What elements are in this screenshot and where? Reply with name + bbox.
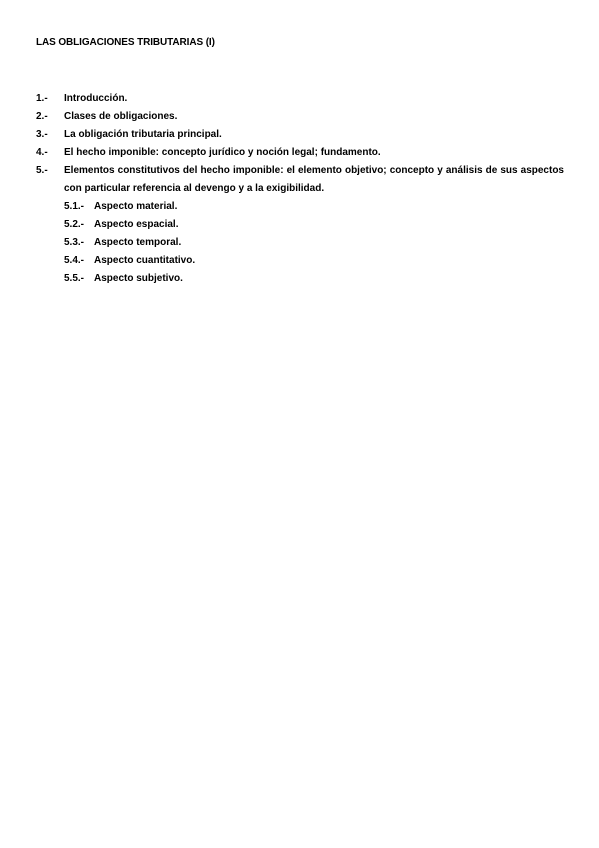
toc-subitem-text: Aspecto material. bbox=[94, 201, 178, 212]
toc-subitem-text: Aspecto subjetivo. bbox=[94, 273, 183, 284]
toc-item-text: Elementos constitutivos del hecho imponible: el elemento objetivo; concepto y análisis de sus aspectos con particular referencia al devengo y a la exigibilidad. bbox=[64, 165, 564, 194]
toc-subitem-5-2 bbox=[64, 216, 564, 234]
toc-item-text: La obligación tributaria principal. bbox=[64, 129, 222, 140]
toc-subitem-5-1 bbox=[64, 198, 564, 216]
toc-item-1 bbox=[36, 90, 564, 108]
table-of-contents bbox=[36, 90, 564, 288]
toc-item-number: 4.- bbox=[36, 147, 48, 158]
toc-item-4 bbox=[36, 144, 564, 162]
toc-subitem-5-3 bbox=[64, 234, 564, 252]
toc-subitem-5-5 bbox=[64, 270, 564, 288]
toc-item-text: Clases de obligaciones. bbox=[64, 111, 178, 122]
toc-subitem-text: Aspecto cuantitativo. bbox=[94, 255, 196, 266]
toc-subitem-number: 5.5.- bbox=[64, 273, 85, 284]
toc-item-5 bbox=[36, 162, 564, 288]
toc-item-text: El hecho imponible: concepto jurídico y noción legal; fundamento. bbox=[64, 147, 381, 158]
toc-subitem-5-4 bbox=[64, 252, 564, 270]
toc-item-number: 5.- bbox=[36, 165, 48, 176]
toc-item-number: 3.- bbox=[36, 129, 48, 140]
toc-subitem-number: 5.1.- bbox=[64, 201, 85, 212]
toc-subitem-number: 5.4.- bbox=[64, 255, 85, 266]
toc-item-number: 1.- bbox=[36, 93, 48, 104]
toc-item-text: Introducción. bbox=[64, 93, 128, 104]
toc-item-number: 2.- bbox=[36, 111, 48, 122]
toc-subitem-number: 5.3.- bbox=[64, 237, 85, 248]
document-title: LAS OBLIGACIONES TRIBUTARIAS (I) bbox=[36, 37, 215, 48]
toc-subitem-number: 5.2.- bbox=[64, 219, 85, 230]
toc-sublist bbox=[64, 198, 564, 288]
toc-subitem-text: Aspecto espacial. bbox=[94, 219, 179, 230]
toc-item-2 bbox=[36, 108, 564, 126]
toc-item-3 bbox=[36, 126, 564, 144]
toc-subitem-text: Aspecto temporal. bbox=[94, 237, 182, 248]
